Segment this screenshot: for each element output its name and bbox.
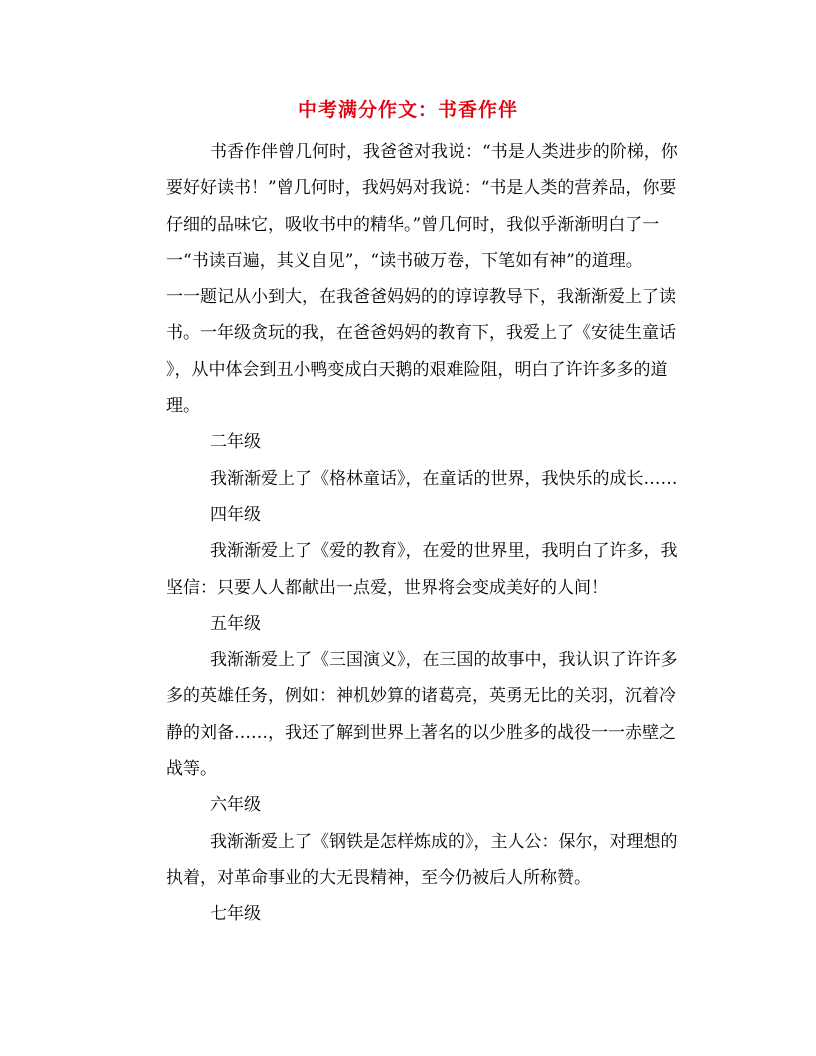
paragraph-grade-6 <box>122 824 694 897</box>
paragraph-grade-5 <box>122 642 694 787</box>
text-line: 五年级 <box>210 613 261 634</box>
text-line: 七年级 <box>210 904 261 925</box>
text-line: 仔细的品味它，吸收书中的精华。”曾几何时，我似乎渐渐明白了一 <box>166 214 660 235</box>
text-line: 要好好读书！”曾几何时，我妈妈对我说：“书是人类的营养品，你要 <box>166 178 677 199</box>
text-line: 多的英雄任务，例如：神机妙算的诸葛亮，英勇无比的关羽，沉着冷 <box>166 686 676 707</box>
paragraph-intro <box>122 134 694 424</box>
section-heading-grade-7 <box>122 896 694 932</box>
text-line: 我渐渐爱上了《三国演义》，在三国的故事中，我认识了许许多 <box>210 650 678 671</box>
text-line: 四年级 <box>210 504 261 525</box>
text-line: 战等。 <box>166 759 217 780</box>
text-line: 静的刘备……，我还了解到世界上著名的以少胜多的战役一一赤壁之 <box>166 722 676 743</box>
section-heading-grade-2 <box>122 424 694 460</box>
text-line: 坚信：只要人人都献出一点爱，世界将会变成美好的人间！ <box>166 577 608 598</box>
section-heading-grade-5 <box>122 606 694 642</box>
text-line: 二年级 <box>210 432 261 453</box>
section-heading-grade-6 <box>122 787 694 823</box>
text-line: 》，从中体会到丑小鸭变成白天鹅的艰难险阻，明白了许许多多的道 <box>166 359 668 380</box>
paragraph-grade-4 <box>122 533 694 606</box>
text-line: 书。一年级贪玩的我，在爸爸妈妈的教育下，我爱上了《安徒生童话 <box>166 323 676 344</box>
text-line: 理。 <box>166 396 200 417</box>
text-line: 我渐渐爱上了《钢铁是怎样炼成的》，主人公：保尔，对理想的 <box>210 831 678 852</box>
paragraph-grade-2 <box>122 461 694 497</box>
text-line: 六年级 <box>210 795 261 816</box>
text-line: 一一题记从小到大，在我爸爸妈妈的的谆谆教导下，我渐渐爱上了读 <box>166 287 676 308</box>
text-line: 书香作伴曾几何时，我爸爸对我说：“书是人类进步的阶梯，你 <box>210 142 678 162</box>
text-line: 执着，对革命事业的大无畏精神，至今仍被后人所称赞。 <box>166 867 591 888</box>
text-line: 我渐渐爱上了《爱的教育》，在爱的世界里，我明白了许多，我 <box>210 541 678 562</box>
document-title: 中考满分作文：书香作伴 <box>297 99 518 121</box>
section-heading-grade-4 <box>122 497 694 533</box>
text-line: 我渐渐爱上了《格林童话》，在童话的世界，我快乐的成长…… <box>210 468 678 489</box>
text-line: 一“书读百遍，其义自见”，“读书破万卷，下笔如有神”的道理。 <box>166 250 643 271</box>
document-body <box>122 134 694 933</box>
